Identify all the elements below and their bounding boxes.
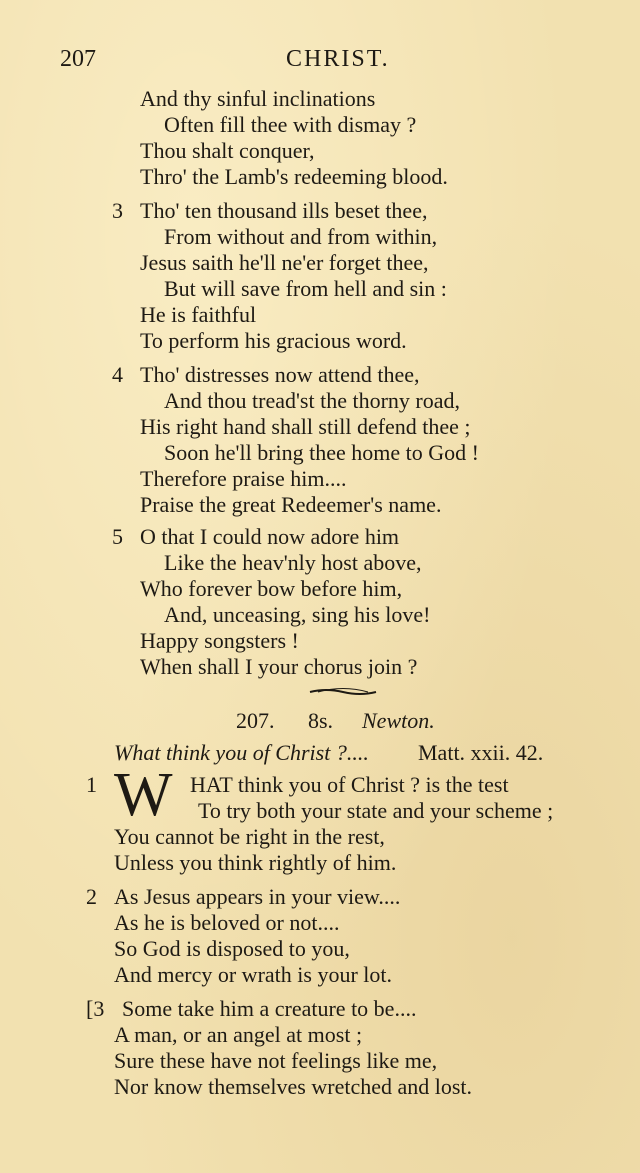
scripture-reference: Matt. xxii. 42.	[418, 740, 544, 765]
verse-line: Nor know themselves wretched and lost.	[114, 1074, 473, 1099]
verse-line: His right hand shall still defend thee ;	[140, 414, 471, 439]
verse-line: Jesus saith he'll ne'er forget thee,	[140, 250, 429, 275]
verse-line: And mercy or wrath is your lot.	[114, 962, 392, 987]
verse-line: Thou shalt conquer,	[140, 138, 315, 163]
hymn-meter: 8s.	[308, 708, 334, 733]
hymn-subtitle: What think you of Christ ?....	[114, 740, 369, 765]
stanza-number: [3	[86, 996, 105, 1021]
stanza-number: 5	[112, 524, 123, 549]
verse-line: Tho' distresses now attend thee,	[140, 362, 420, 387]
verse-line: He is faithful	[140, 302, 257, 327]
verse-line: Who forever bow before him,	[140, 576, 403, 601]
verse-line: HAT think you of Christ ? is the test	[190, 772, 509, 797]
hymn-number: 207.	[236, 708, 275, 733]
page-number: 207	[60, 46, 96, 72]
verse-line: But will save from hell and sin :	[164, 276, 447, 301]
verse-line: Thro' the Lamb's redeeming blood.	[140, 164, 448, 189]
verse-line: Praise the great Redeemer's name.	[140, 492, 442, 517]
stanza-number: 4	[112, 362, 123, 387]
verse-line: And thy sinful inclinations	[140, 86, 376, 111]
verse-line: And, unceasing, sing his love!	[164, 602, 431, 627]
verse-line: Unless you think rightly of him.	[114, 850, 397, 875]
stanza-number: 2	[86, 884, 97, 909]
stanza-number: 1	[86, 772, 97, 797]
verse-line: As Jesus appears in your view....	[114, 884, 401, 909]
verse-line: A man, or an angel at most ;	[114, 1022, 363, 1047]
running-title: CHRIST.	[286, 46, 390, 72]
verse-line: When shall I your chorus join ?	[140, 654, 418, 679]
verse-line: Soon he'll bring thee home to God !	[164, 440, 479, 465]
verse-line: Like the heav'nly host above,	[164, 550, 422, 575]
verse-line: Often fill thee with dismay ?	[164, 112, 417, 137]
ornamental-divider-icon	[308, 686, 378, 698]
verse-line: So God is disposed to you,	[114, 936, 350, 961]
verse-line: Therefore praise him....	[140, 466, 347, 491]
verse-line: Tho' ten thousand ills beset thee,	[140, 198, 428, 223]
drop-cap: W	[114, 761, 173, 829]
verse-line: And thou tread'st the thorny road,	[164, 388, 461, 413]
verse-line: Some take him a creature to be....	[122, 996, 417, 1021]
verse-line: Sure these have not feelings like me,	[114, 1048, 438, 1073]
verse-line: O that I could now adore him	[140, 524, 400, 549]
stanza-number: 3	[112, 198, 123, 223]
verse-line: You cannot be right in the rest,	[114, 824, 385, 849]
verse-line: To try both your state and your scheme ;	[198, 798, 554, 823]
verse-line: Happy songsters !	[140, 628, 299, 653]
verse-line: To perform his gracious word.	[140, 328, 407, 353]
hymn-author: Newton.	[362, 708, 435, 733]
verse-line: As he is beloved or not....	[114, 910, 340, 935]
verse-line: From without and from within,	[164, 224, 438, 249]
